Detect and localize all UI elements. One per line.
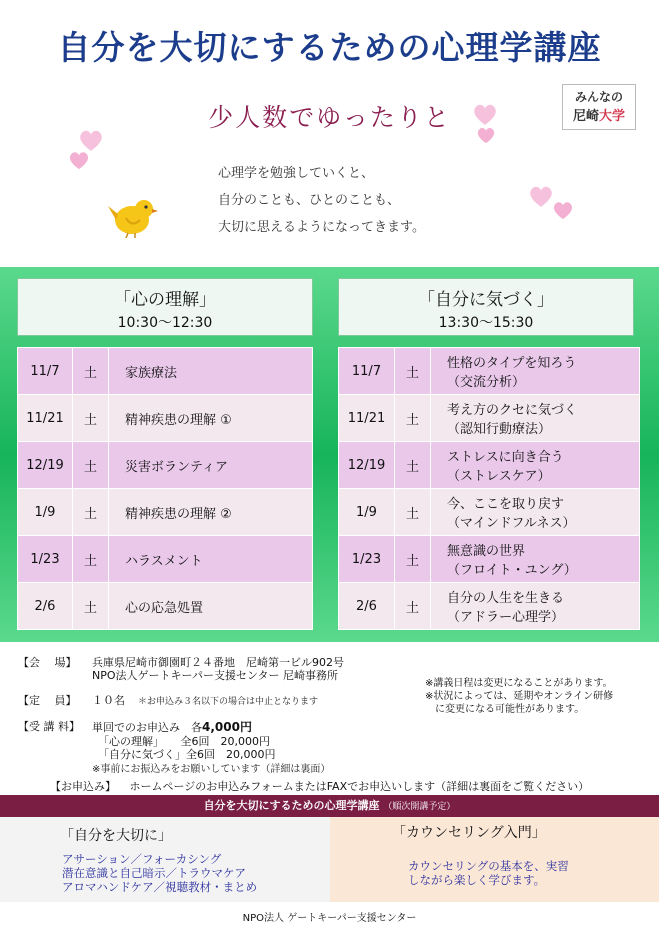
- fee-line4: ※事前にお振込みをお願いしています（詳細は裏面）: [92, 764, 331, 775]
- date-cell: 2/6: [339, 583, 395, 630]
- course-title: 「自分に気づく」: [418, 290, 554, 310]
- topic-cell: [431, 536, 640, 583]
- table-row: [339, 442, 640, 489]
- note-line: に変更になる可能性があります。: [425, 704, 585, 715]
- page-title: 自分を大切にするための心理学講座: [57, 28, 602, 67]
- series-left-title: 「自分を大切に」: [60, 828, 172, 844]
- fee-price: 4,000円: [202, 720, 252, 734]
- date-cell: 12/19: [339, 442, 395, 489]
- venue-line1: 兵庫県尼崎市御園町２４番地 尼崎第一ビル902号: [92, 656, 344, 669]
- table-row: [18, 395, 313, 442]
- date-cell: 11/21: [339, 395, 395, 442]
- note-line: ※講義日程は変更になることがあります。: [425, 678, 613, 689]
- apply-label: 【お申込み】: [50, 780, 116, 793]
- series-right-list: [408, 859, 569, 887]
- logo-line2-b: 大学: [599, 109, 626, 124]
- university-logo: [562, 84, 636, 130]
- heart-icon: [472, 102, 498, 126]
- fee-line2: 「心の理解」 全6回 20,000円: [98, 735, 270, 748]
- topic-line: 性格のタイプを知ろう: [447, 356, 577, 371]
- series-right-title: 「カウンセリング入門」: [392, 825, 546, 841]
- intro-line: 大切に思えるようになってきます。: [218, 220, 425, 235]
- day-cell: 土: [395, 536, 431, 583]
- apply-text: ホームページのお申込みフォームまたはFAXでお申込いします（詳細は裏面をご覧ください）: [129, 780, 590, 793]
- topic-cell: [431, 583, 640, 630]
- date-cell: 1/9: [18, 489, 73, 536]
- series-left-line: アロマハンドケア／視聴教材・まとめ: [62, 880, 258, 894]
- logo-line2: [563, 105, 635, 124]
- topic-line: 考え方のクセに気づく: [447, 403, 578, 418]
- capacity-value: １０名: [92, 694, 125, 707]
- topic-cell: [431, 442, 640, 489]
- series-bar-title: 自分を大切にするための心理学講座: [203, 799, 380, 812]
- logo-line2-a: 尼崎: [572, 109, 599, 124]
- day-cell: 土: [73, 489, 109, 536]
- table-row: [18, 583, 313, 630]
- intro-text: [218, 160, 425, 241]
- series-right-line: しながら楽しく学びます。: [408, 873, 546, 887]
- heart-icon: [552, 200, 574, 220]
- fee-line1-text: 単回でのお申込み 各: [92, 721, 202, 734]
- series-bar: [0, 795, 659, 817]
- day-cell: 土: [73, 442, 109, 489]
- series-left-list: [62, 852, 257, 894]
- date-cell: 11/7: [18, 348, 73, 395]
- series-left-line: 潜在意識と自己暗示／トラウマケア: [62, 866, 246, 880]
- page-subtitle: 少人数でゆったりと: [208, 103, 451, 132]
- schedule-notes: [425, 677, 613, 716]
- topic-line: 自分の人生を生きる: [447, 591, 565, 606]
- topic-cell: 精神疾患の理解 ①: [109, 395, 313, 442]
- topic-cell: 心の応急処置: [109, 583, 313, 630]
- date-cell: 12/19: [18, 442, 73, 489]
- schedule-table-right: [338, 347, 640, 630]
- table-row: [339, 395, 640, 442]
- topic-subline: （フロイト・ユング）: [447, 563, 577, 578]
- date-cell: 2/6: [18, 583, 73, 630]
- course-title: 「心の理解」: [114, 290, 216, 310]
- series-box-left: [0, 817, 330, 902]
- capacity-note: ＊お申込み３名以下の場合は中止となります: [138, 697, 319, 707]
- day-cell: 土: [73, 583, 109, 630]
- table-row: [339, 583, 640, 630]
- topic-subline: （マインドフルネス）: [447, 516, 576, 531]
- topic-cell: [431, 395, 640, 442]
- intro-line: 自分のことも、ひとのことも、: [218, 193, 401, 208]
- topic-cell: 精神疾患の理解 ②: [109, 489, 313, 536]
- topic-line: ストレスに向き合う: [447, 450, 564, 465]
- table-row: [18, 442, 313, 489]
- topic-subline: （アドラー心理学）: [447, 610, 565, 625]
- logo-line1: みんなの: [574, 90, 623, 104]
- topic-cell: ハラスメント: [109, 536, 313, 583]
- table-row: [18, 348, 313, 395]
- day-cell: 土: [73, 536, 109, 583]
- series-box-right: [330, 817, 659, 902]
- fee-line3: 「自分に気づく」全6回 20,000円: [98, 748, 276, 761]
- course-time: 13:30～15:30: [438, 315, 534, 331]
- day-cell: 土: [73, 348, 109, 395]
- day-cell: 土: [395, 489, 431, 536]
- application-info: [50, 778, 589, 794]
- day-cell: 土: [395, 583, 431, 630]
- date-cell: 11/21: [18, 395, 73, 442]
- schedule-table-left: [17, 347, 313, 630]
- date-cell: 1/9: [339, 489, 395, 536]
- table-row: [339, 489, 640, 536]
- course-header-left: [17, 278, 313, 336]
- day-cell: 土: [73, 395, 109, 442]
- course-time: 10:30～12:30: [117, 315, 213, 331]
- heart-icon: [528, 184, 554, 208]
- heart-icon: [78, 128, 104, 152]
- table-row: [18, 536, 313, 583]
- topic-cell: 災害ボランティア: [109, 442, 313, 489]
- day-cell: 土: [395, 348, 431, 395]
- table-row: [339, 348, 640, 395]
- topic-cell: [431, 348, 640, 395]
- topic-cell: [431, 489, 640, 536]
- day-cell: 土: [395, 395, 431, 442]
- topic-subline: （認知行動療法）: [447, 422, 552, 437]
- bird-icon: [108, 196, 158, 238]
- topic-line: 無意識の世界: [447, 544, 526, 559]
- date-cell: 1/23: [18, 536, 73, 583]
- course-header-right: [338, 278, 634, 336]
- heart-icon: [476, 126, 496, 144]
- date-cell: 1/23: [339, 536, 395, 583]
- table-row: [18, 489, 313, 536]
- note-line: ※状況によっては、延期やオンライン研修: [425, 691, 614, 702]
- venue-line2: NPO法人ゲートキーパー支援センター 尼崎事務所: [92, 669, 339, 682]
- day-cell: 土: [395, 442, 431, 489]
- heart-icon: [68, 150, 90, 170]
- table-row: [339, 536, 640, 583]
- date-cell: 11/7: [339, 348, 395, 395]
- fee-label: 【受 講 料】: [18, 720, 80, 733]
- topic-cell: 家族療法: [109, 348, 313, 395]
- topic-subline: （交流分析）: [447, 375, 526, 390]
- series-bar-note: （順次開講予定）: [383, 802, 456, 812]
- intro-line: 心理学を勉強していくと、: [218, 166, 375, 181]
- series-right-line: カウンセリングの基本を、実習: [408, 859, 569, 873]
- venue-label: 【会 場】: [18, 656, 77, 669]
- capacity-label: 【定 員】: [18, 694, 77, 707]
- footer-org: NPO法人 ゲートキーパー支援センター: [242, 913, 417, 924]
- topic-subline: （ストレスケア）: [447, 469, 551, 484]
- series-left-line: アサーション／フォーカシング: [62, 852, 222, 866]
- topic-line: 今、ここを取り戻す: [447, 497, 565, 512]
